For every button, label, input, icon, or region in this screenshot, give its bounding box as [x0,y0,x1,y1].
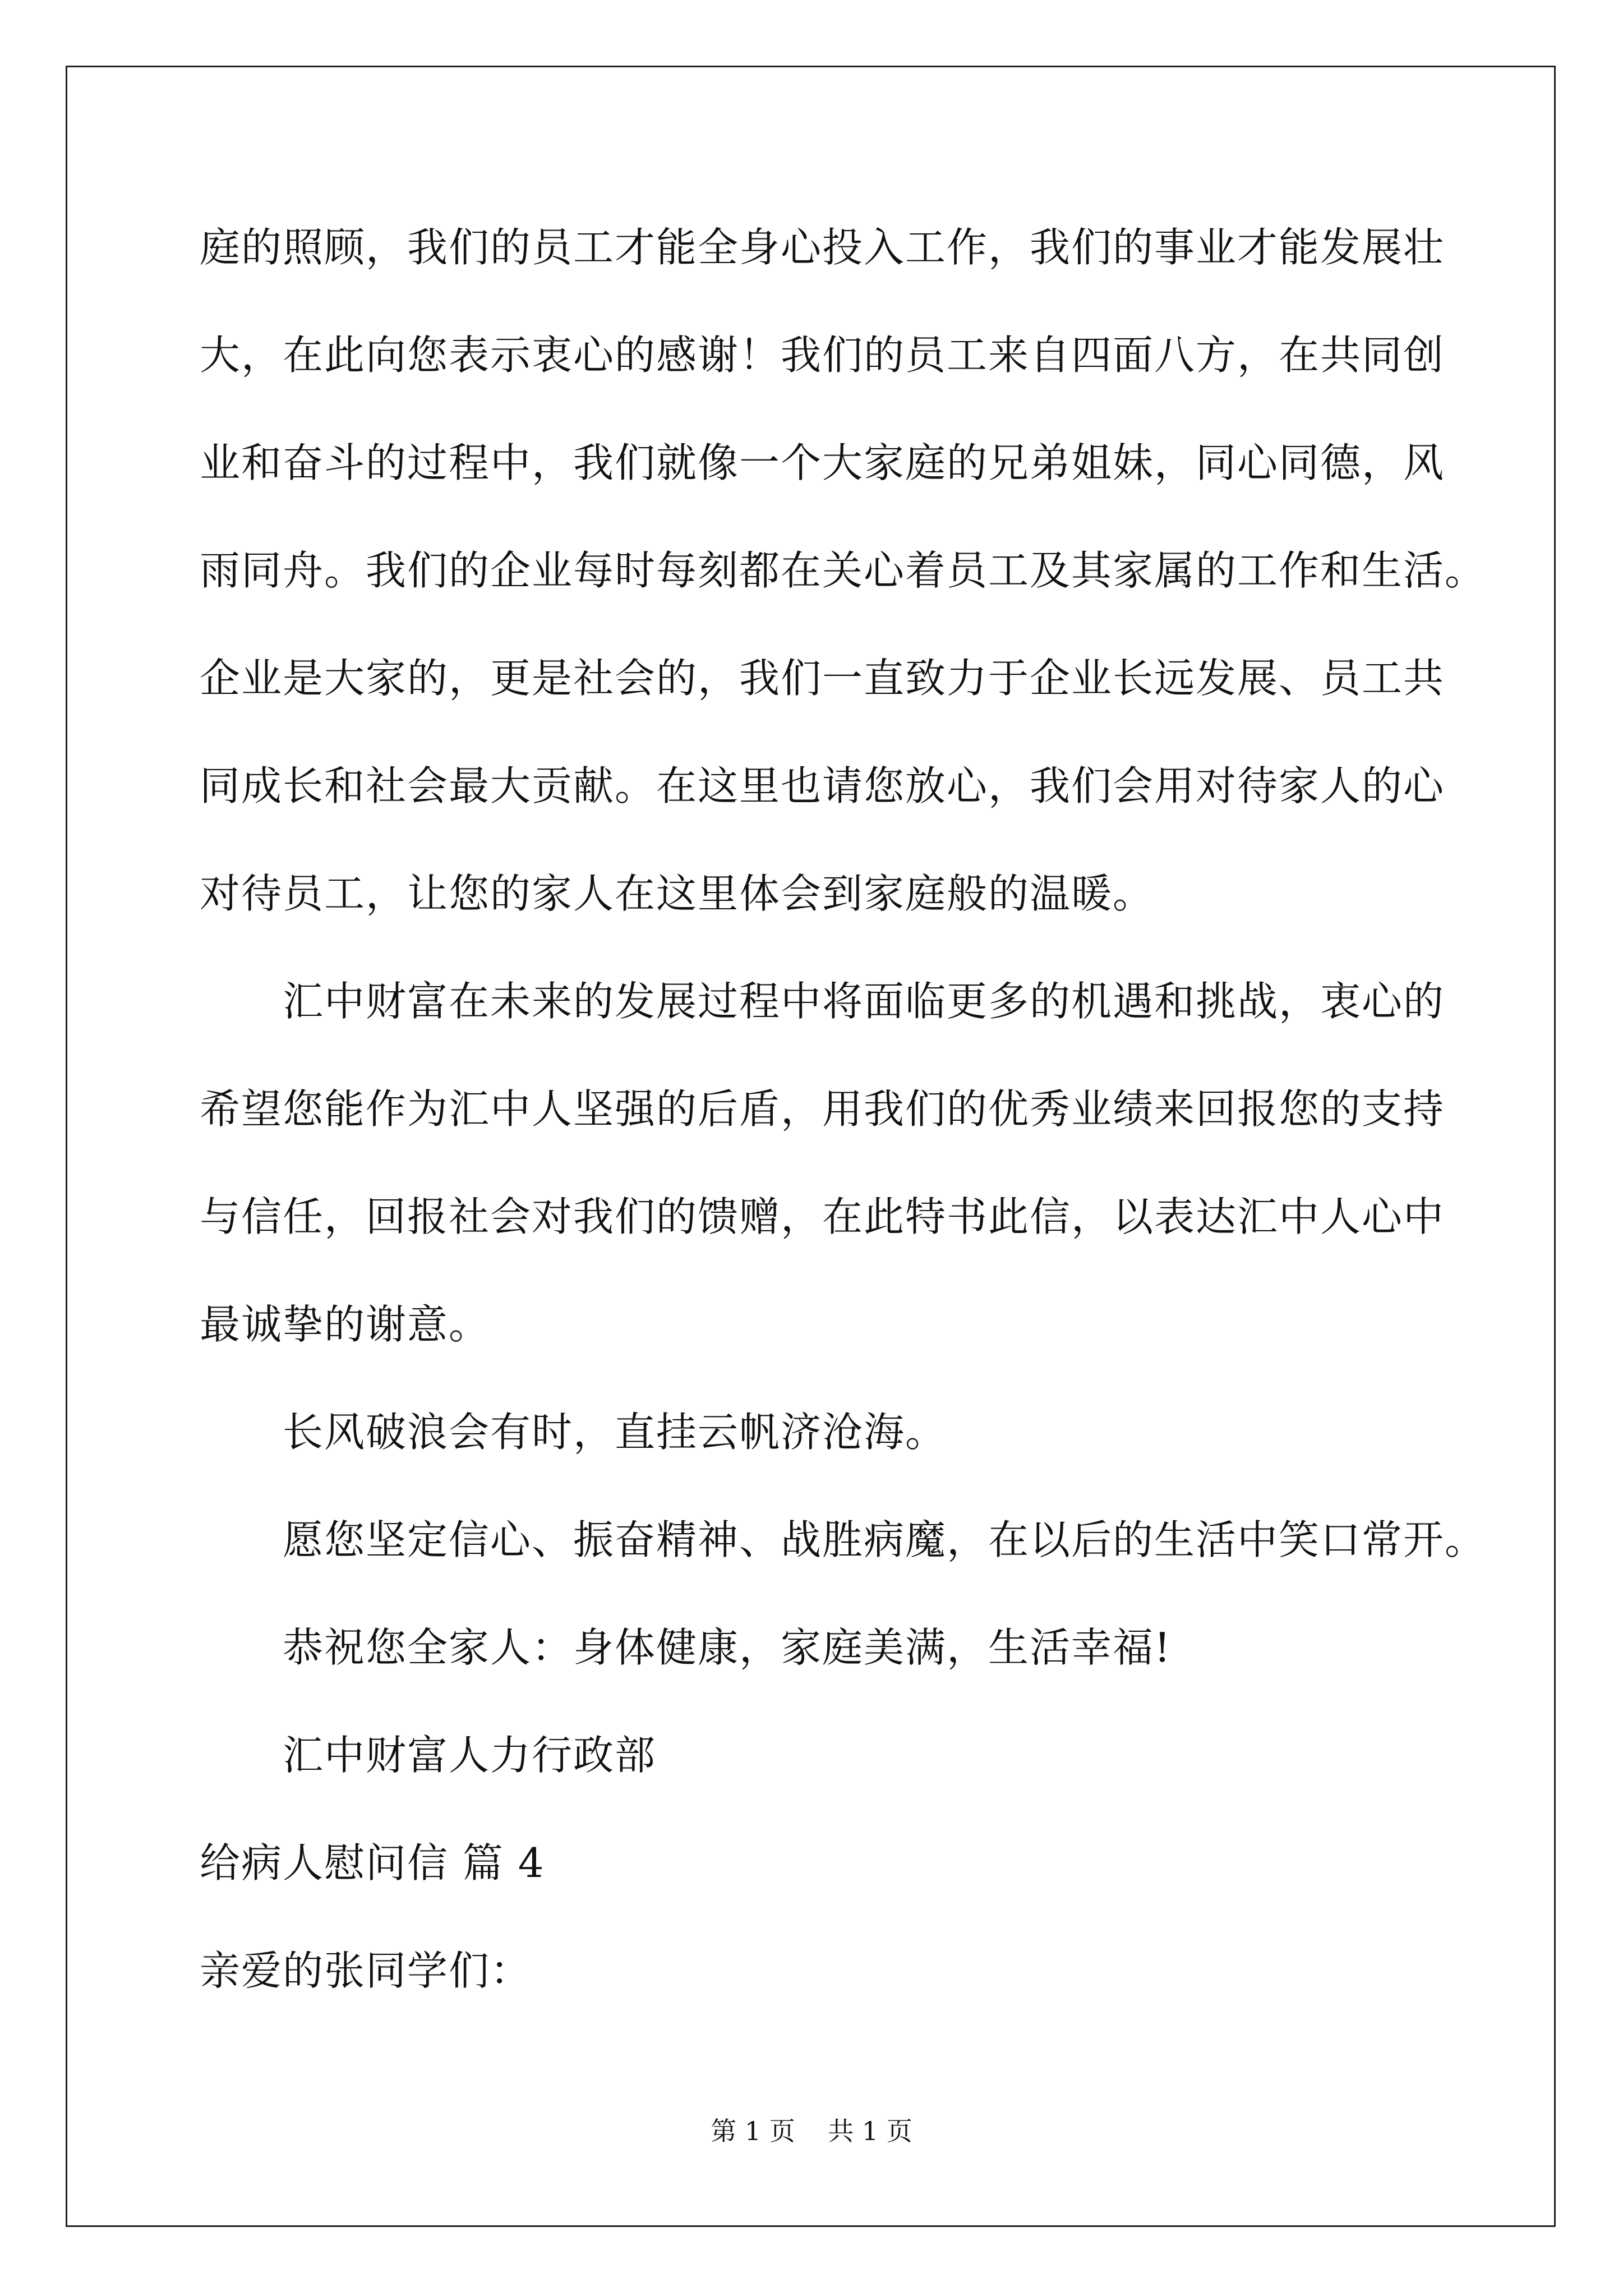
body-line: 最诚挚的谢意。 [200,1301,491,1348]
page-border [66,66,1556,2227]
section-heading: 给病人慰问信 篇 4 [200,1839,545,1887]
page-footer: 第 1 页 共 1 页 [711,2116,912,2146]
signature-line: 汇中财富人力行政部 [283,1732,657,1779]
body-line: 企业是大家的，更是社会的，我们一直致力于企业长远发展、员工共 [200,655,1445,702]
body-line: 大，在此向您表示衷心的感谢！我们的员工来自四面八方，在共同创 [200,332,1445,379]
body-line: 与信任，回报社会对我们的馈赠，在此特书此信，以表达汇中人心中 [200,1193,1445,1240]
body-line: 希望您能作为汇中人坚强的后盾，用我们的优秀业绩来回报您的支持 [200,1085,1445,1133]
body-line: 对待员工，让您的家人在这里体会到家庭般的温暖。 [200,870,1155,917]
paragraph-start-line: 汇中财富在未来的发展过程中将面临更多的机遇和挑战，衷心的 [283,978,1445,1025]
paragraph-start-line: 恭祝您全家人：身体健康，家庭美满，生活幸福! [283,1624,1172,1671]
body-line: 业和奋斗的过程中，我们就像一个大家庭的兄弟姐妹，同心同德，风 [200,439,1445,486]
body-line: 雨同舟。我们的企业每时每刻都在关心着员工及其家属的工作和生活。 [200,547,1487,594]
salutation-line: 亲爱的张同学们： [200,1947,532,1994]
paragraph-start-line: 长风破浪会有时，直挂云帆济沧海。 [283,1409,947,1456]
body-line: 庭的照顾，我们的员工才能全身心投入工作，我们的事业才能发展壮 [200,224,1445,271]
paragraph-start-line: 愿您坚定信心、振奋精神、战胜病魔，在以后的生活中笑口常开。 [283,1516,1487,1563]
body-line: 同成长和社会最大贡献。在这里也请您放心，我们会用对待家人的心 [200,762,1445,809]
